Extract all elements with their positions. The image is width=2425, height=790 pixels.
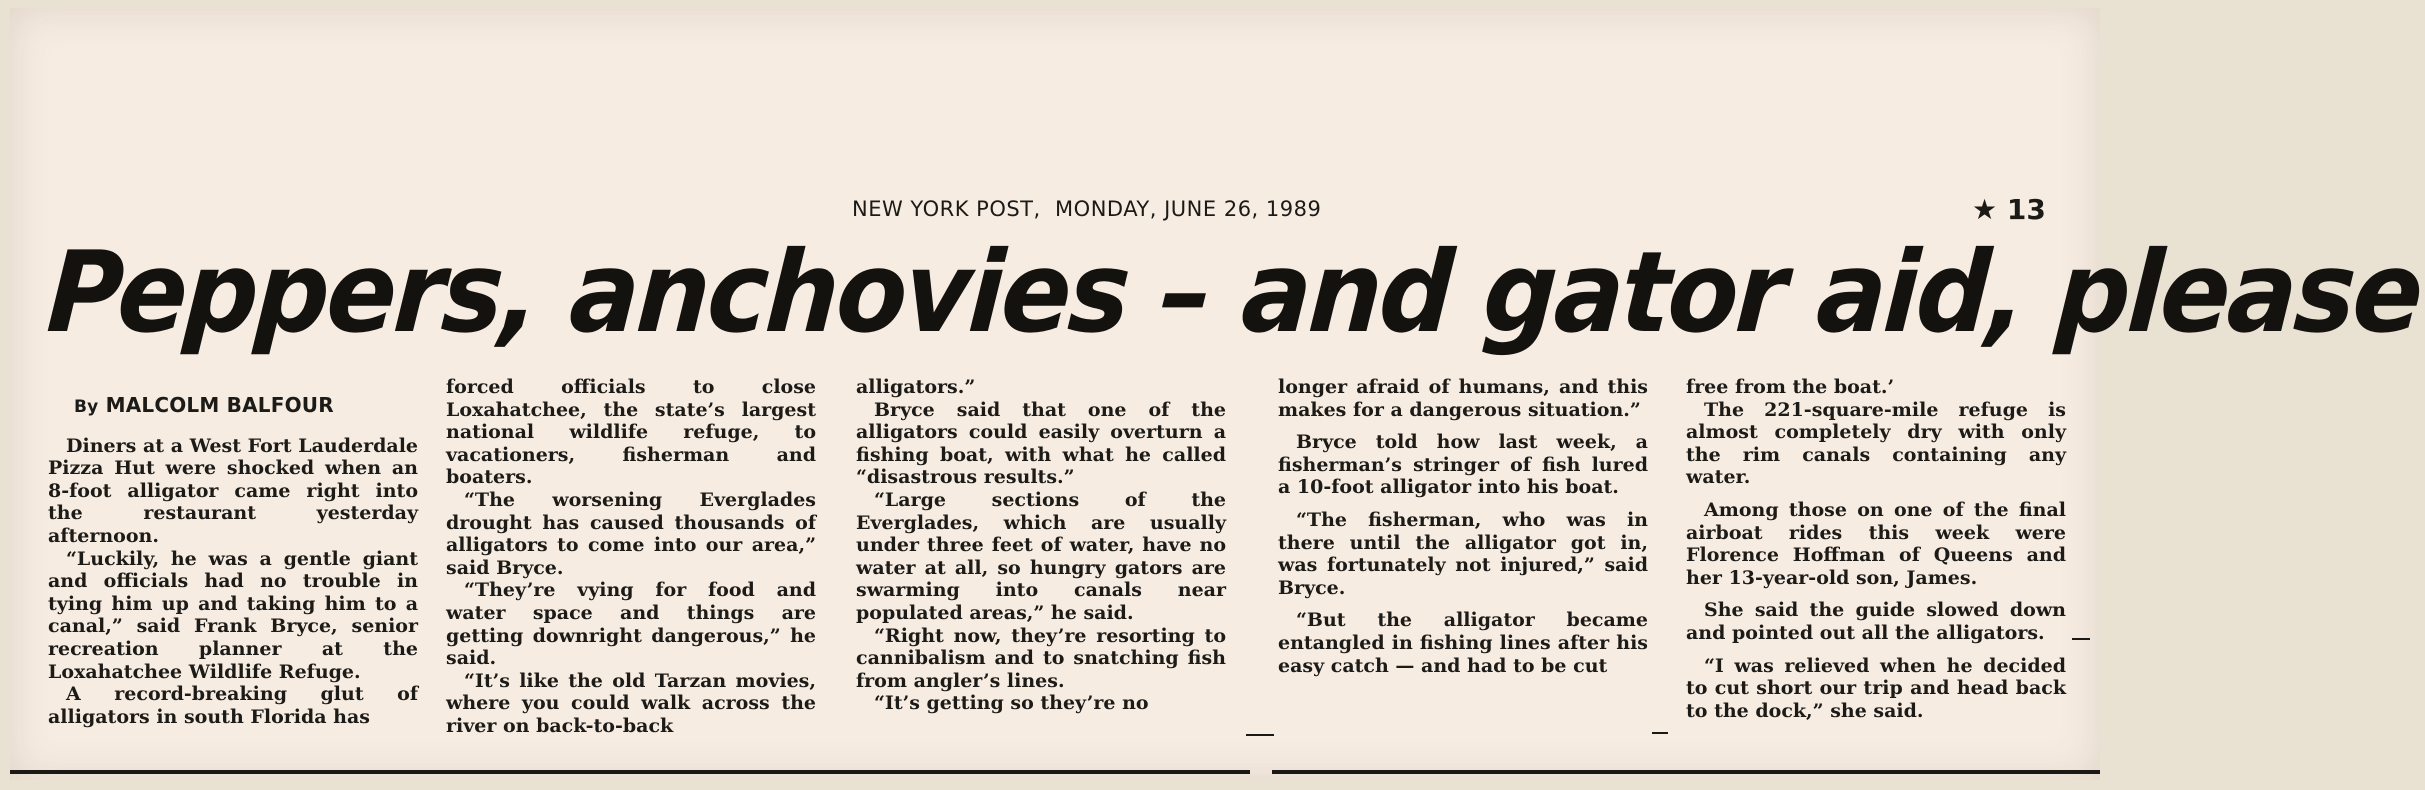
paragraph: “The fisherman, who was in there until the alligator got in, was fortunately not injured,” said Bryce. <box>1278 508 1648 599</box>
paragraph: “The worsening Everglades drought has caused thousands of alligators to come into our area,” said Bryce. <box>446 488 816 579</box>
article-column-1 <box>48 376 418 728</box>
column-end-mark <box>1246 734 1274 736</box>
paragraph: “They’re vying for food and water space and things are getting downright dangerous,” he said. <box>446 579 816 670</box>
newspaper-clipping <box>10 8 2425 780</box>
paragraph: “Luckily, he was a gentle giant and officials had no trouble in tying him up and taking him to a canal,” said Frank Bryce, senior recreation planner at the Loxahatchee Wildlife Refuge. <box>48 547 418 683</box>
paragraph: “I was relieved when he decided to cut short our trip and head back to the dock,” she said. <box>1686 654 2066 722</box>
article-column-3 <box>856 376 1226 715</box>
headline: Peppers, anchovies – and gator aid, please <box>43 228 2425 358</box>
paragraph: Bryce said that one of the alligators could easily overturn a fishing boat, with what he called “disastrous results.” <box>856 398 1226 489</box>
paragraph: Bryce told how last week, a fisherman’s stringer of fish lured a 10-foot alligator into his boat. <box>1278 431 1648 499</box>
paragraph: “Large sections of the Everglades, which are usually under three feet of water, have no water at all, so hungry gators are swarming into canals near populated areas,” he said. <box>856 488 1226 624</box>
column-end-mark <box>1652 732 1668 734</box>
paragraph: “It’s getting so they’re no <box>874 692 1149 715</box>
bottom-rule-right <box>1272 770 2100 774</box>
paragraph: free from the boat.’ <box>1686 376 1895 398</box>
byline-name: MALCOLM BALFOUR <box>105 393 334 417</box>
paragraph: Among those on one of the final airboat rides this week were Florence Hoffman of Queens and her 13-year-old son, James. <box>1686 498 2066 589</box>
column-end-mark <box>2072 638 2090 640</box>
byline-prefix: By <box>74 397 99 417</box>
article-column-2 <box>446 376 816 738</box>
paragraph: She said the guide slowed down and pointed out all the alligators. <box>1686 599 2066 644</box>
masthead-text: NEW YORK POST, MONDAY, JUNE 26, 1989 <box>852 197 1322 221</box>
paragraph: forced officials to close Loxahatchee, the state’s largest national wildlife refuge, to vacationers, fisherman and boaters. <box>446 376 816 489</box>
bottom-rule-left <box>10 770 1250 774</box>
byline <box>74 394 418 419</box>
paragraph: A record-breaking glut of alligators in south Florida has <box>48 683 418 728</box>
paragraph: “It’s like the old Tarzan movies, where you could walk across the river on back-to-back <box>446 669 816 737</box>
paragraph: Diners at a West Fort Lauderdale Pizza Hut were shocked when an 8-foot alligator came right into the restaurant yesterday afternoon. <box>48 434 418 547</box>
paragraph: alligators.” <box>856 376 976 398</box>
paragraph: longer afraid of humans, and this makes for a dangerous situation.” <box>1278 376 1648 421</box>
paragraph: “Right now, they’re resorting to cannibalism and to snatching fish from angler’s lines. <box>856 624 1226 692</box>
page-number: ★ 13 <box>1972 193 2046 226</box>
paragraph: “But the alligator became entangled in fishing lines after his easy catch — and had to be cut <box>1278 609 1648 677</box>
article-column-4 <box>1278 376 1648 677</box>
paragraph: The 221-square-mile refuge is almost completely dry with only the rim canals containing any water. <box>1686 398 2066 489</box>
article-column-5 <box>1686 376 2066 722</box>
